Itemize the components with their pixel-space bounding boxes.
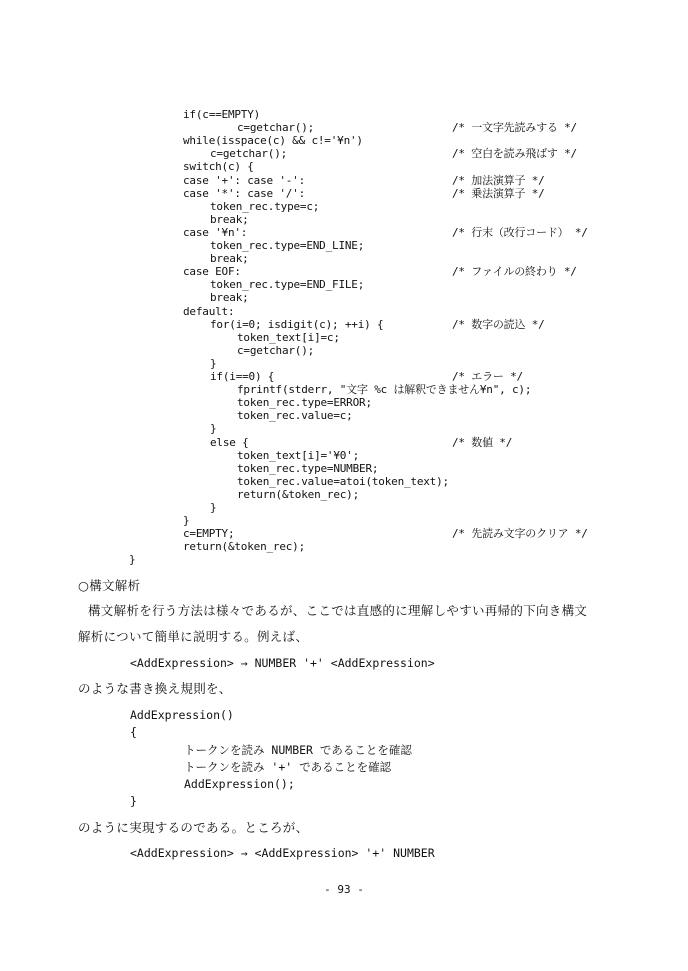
impl-signature: AddExpression() bbox=[130, 708, 234, 722]
code-text: for(i=0; isdigit(c); ++i) { bbox=[210, 317, 384, 331]
paragraph-line-1: 構文解析を行う方法は様々であるが、ここでは直感的に理解しやすい再帰的下向き構文 bbox=[88, 603, 588, 618]
grammar-rule-2: <AddExpression> → <AddExpression> '+' NUMBER bbox=[130, 846, 435, 860]
paragraph-line-2: 解析について簡単に説明する。例えば、 bbox=[78, 629, 309, 644]
code-text: else { bbox=[210, 435, 249, 449]
code-comment: /* 数値 */ bbox=[452, 435, 513, 449]
text-after-rule-1: のような書き換え規則を、 bbox=[78, 681, 232, 696]
code-text: case '¥n': bbox=[183, 225, 248, 239]
code-text: break; bbox=[210, 252, 249, 266]
impl-step-1: トークンを読み NUMBER であることを確認 bbox=[184, 743, 412, 757]
grammar-rule-1: <AddExpression> → NUMBER '+' <AddExpression> bbox=[130, 656, 435, 670]
code-text: } bbox=[210, 422, 217, 436]
code-text: switch(c) { bbox=[183, 160, 254, 174]
code-text: return(&token_rec); bbox=[237, 487, 360, 501]
code-text: if(c==EMPTY) bbox=[183, 108, 261, 121]
code-text: break; bbox=[210, 212, 249, 226]
code-text: fprintf(stderr, "文字 %c は解釈できません¥n", c); bbox=[237, 383, 532, 397]
code-text: token_rec.type=END_FILE; bbox=[210, 278, 365, 292]
code-text: token_text[i]='¥0'; bbox=[237, 448, 360, 462]
code-text: } bbox=[210, 501, 217, 514]
code-text: case '+': case '-': bbox=[183, 173, 306, 187]
code-text: token_rec.type=END_LINE; bbox=[210, 239, 365, 252]
code-text: case '*': case '/': bbox=[183, 186, 306, 200]
page-number: - 93 - bbox=[324, 883, 364, 896]
code-text: c=getchar(); bbox=[237, 343, 315, 357]
code-text: c=EMPTY; bbox=[183, 527, 235, 541]
code-text: return(&token_rec); bbox=[183, 540, 306, 554]
impl-close-brace: } bbox=[130, 794, 137, 808]
code-comment: /* 数字の読込 */ bbox=[452, 317, 545, 331]
code-text: token_rec.type=ERROR; bbox=[237, 396, 372, 410]
code-comment: /* エラー */ bbox=[452, 370, 523, 383]
code-text: token_rec.value=c; bbox=[237, 409, 353, 423]
code-text: c=getchar(); bbox=[210, 147, 288, 161]
code-comment: /* 乗法演算子 */ bbox=[452, 186, 545, 200]
code-text: default: bbox=[183, 304, 235, 318]
code-text: c=getchar(); bbox=[237, 121, 315, 135]
code-text: token_rec.type=NUMBER; bbox=[237, 461, 379, 475]
code-text: break; bbox=[210, 291, 249, 305]
impl-step-3: AddExpression(); bbox=[184, 777, 295, 791]
impl-open-brace: { bbox=[130, 725, 137, 739]
code-comment: /* 先読み文字のクリア */ bbox=[452, 527, 588, 541]
code-text: token_rec.value=atoi(token_text); bbox=[237, 474, 449, 488]
code-text: case EOF: bbox=[183, 265, 241, 279]
code-comment: /* 加法演算子 */ bbox=[452, 173, 545, 187]
section-heading: ○構文解析 bbox=[78, 578, 141, 593]
code-comment: /* 空白を読み飛ばす */ bbox=[452, 147, 577, 161]
text-after-impl: のように実現するのである。ところが、 bbox=[78, 820, 309, 835]
code-text: while(isspace(c) && c!='¥n') bbox=[183, 134, 363, 148]
code-text: if(i==0) { bbox=[210, 370, 275, 383]
code-comment: /* ファイルの終わり */ bbox=[452, 265, 577, 279]
code-text: token_rec.type=c; bbox=[210, 199, 320, 213]
code-comment: /* 一文字先読みする */ bbox=[452, 121, 577, 135]
code-text: token_text[i]=c; bbox=[237, 330, 340, 344]
code-text: } bbox=[210, 356, 217, 370]
code-comment: /* 行末（改行コード） */ bbox=[452, 225, 588, 239]
code-text: } bbox=[129, 553, 136, 567]
impl-step-2: トークンを読み '+' であることを確認 bbox=[184, 760, 392, 774]
code-text: } bbox=[183, 514, 190, 528]
